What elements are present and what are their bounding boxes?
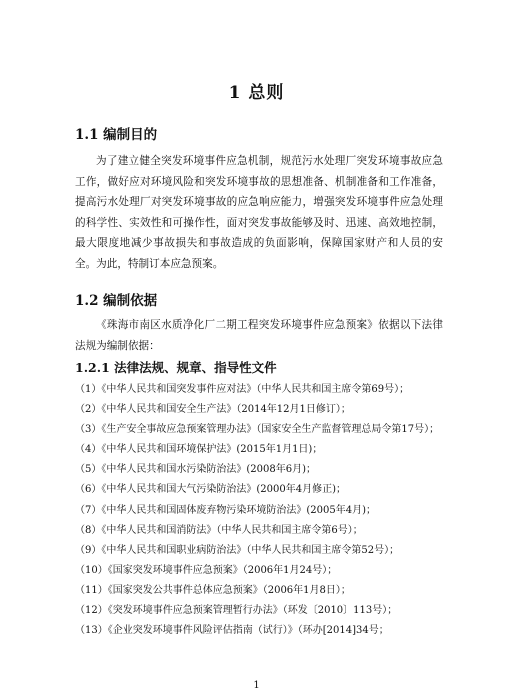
list-item: （10）《国家突发环境事件应急预案》（2006年1月24号）； bbox=[75, 564, 338, 576]
list-item: （1）《中华人民共和国突发事件应对法》（中华人民共和国主席令第69号）； bbox=[75, 384, 410, 395]
list-item: （5）《中华人民共和国水污染防治法》(2008年6月)； bbox=[75, 464, 316, 476]
laws-list bbox=[75, 380, 445, 641]
list-item: （6）《中华人民共和国大气污染防治法》(2000年4月修正)； bbox=[75, 484, 346, 496]
list-item: （3）《生产安全事故应急预案管理办法》（国家安全生产监督管理总局令第17号）； bbox=[75, 424, 440, 436]
chapter-title: 1 总则 bbox=[228, 83, 285, 103]
list-item: （12）《突发环境事件应急预案管理暂行办法》（环发〔2010〕113号）； bbox=[75, 605, 398, 617]
page-number: 1 bbox=[253, 680, 260, 691]
section-heading-basis: 1.2 编制依据 bbox=[75, 293, 158, 309]
list-item: （8）《中华人民共和国消防法》（中华人民共和国主席令第6号）； bbox=[75, 524, 363, 536]
list-item: （7）《中华人民共和国固体废弃物污染环境防治法》(2005年4月)； bbox=[75, 504, 376, 516]
section-paragraph-purpose: 为了建立健全突发环境事件应急机制，规范污水处理厂突发环境事故应急工作，做好应对环境风险和突发环境事故的思想准备、机制准备和工作准备，提高污水处理厂对突发环境事故的应急响应能力，增强突发环境事件应急处理的科学性、实效性和可操作性，面对突发事故能够及时、迅速、高效地控制，最大限度地减少事故损失和事故造成的负面影响，保障国家财产和人员的安全。为此，特制订本应急预案。 bbox=[75, 155, 443, 270]
list-item: （13）《企业突发环境事件风险评估指南（试行）》（环办[2014]34号； bbox=[75, 625, 389, 637]
section-paragraph-basis: 《珠海市南区水质净化厂二期工程突发环境事件应急预案》依据以下法律法规为编制依据： bbox=[75, 319, 443, 352]
list-item: （9）《中华人民共和国职业病防治法》（中华人民共和国主席令第52号）； bbox=[75, 544, 400, 556]
list-item: （4）《中华人民共和国环境保护法》(2015年1月1日)； bbox=[75, 444, 323, 456]
subsection-heading-laws: 1.2.1 法律法规、规章、指导性文件 bbox=[75, 360, 277, 375]
list-item: （11）《国家突发公共事件总体应急预案》（2006年1月8日）； bbox=[75, 584, 351, 596]
list-item: （2）《中华人民共和国安全生产法》（2014年12月1日修订）； bbox=[75, 404, 351, 416]
section-heading-purpose: 1.1 编制目的 bbox=[75, 127, 158, 143]
